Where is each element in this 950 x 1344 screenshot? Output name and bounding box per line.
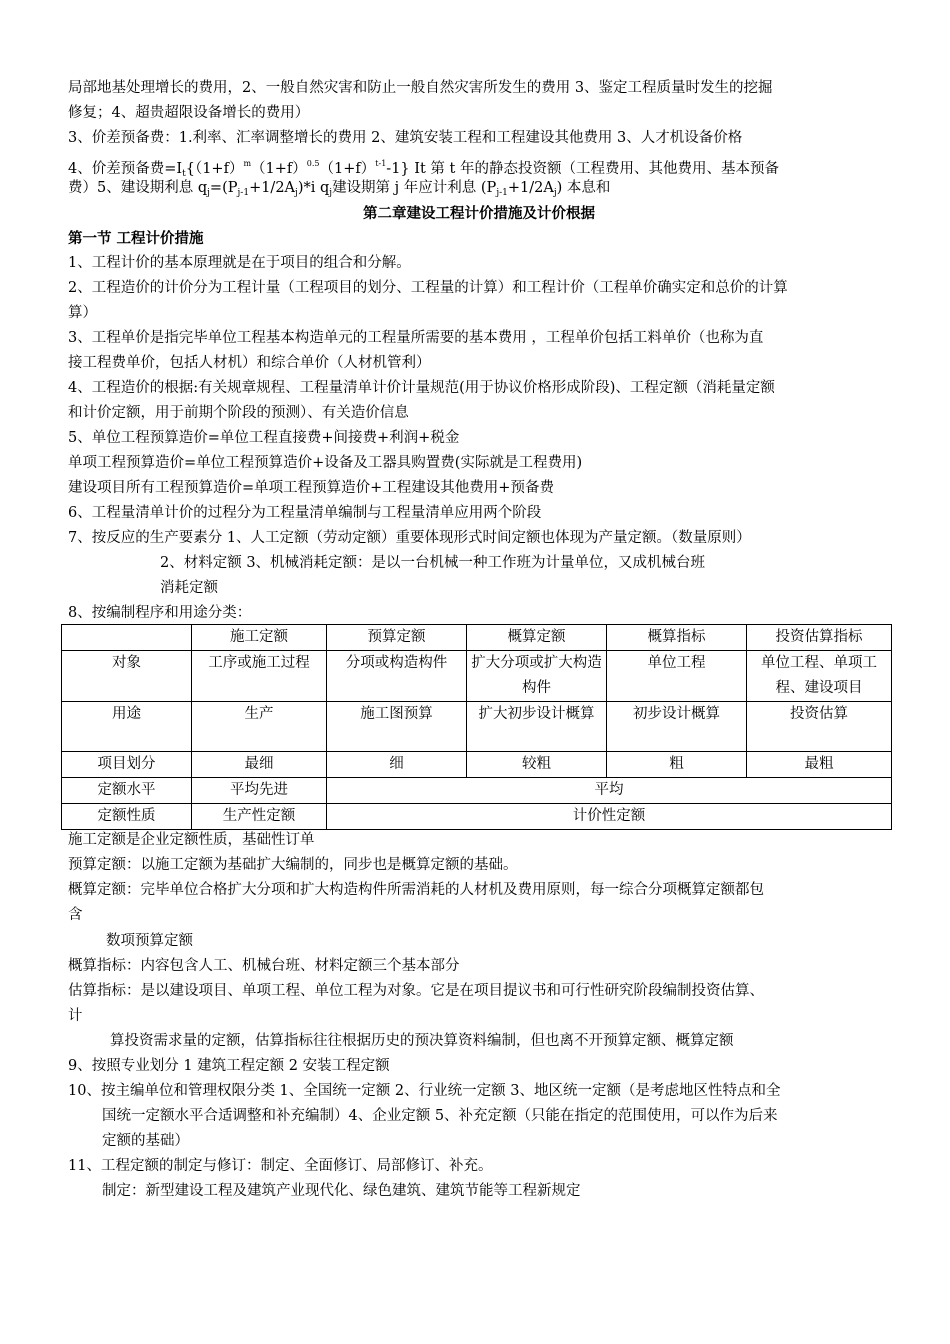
formula-text: +1/2A <box>249 180 296 196</box>
table-cell: 施工图预算 <box>327 702 467 752</box>
text-line: 3、价差预备费：1.利率、汇率调整增长的费用 2、建筑安装工程和工程建设其他费用 3、人才机设备价格 <box>68 130 743 146</box>
table-cell: 分项或构造构件 <box>327 651 467 702</box>
text-line: 单项工程预算造价=单位工程预算造价+设备及工器具购置费(实际就是工程费用) <box>68 455 583 471</box>
text-line: 3、工程单价是指完毕单位工程基本构造单元的工程量所需要的基本费用 ，工程单价包括工料单价（也称为直 <box>68 330 764 346</box>
table-cell: 粗 <box>607 752 747 778</box>
text-line: 建设项目所有工程预算造价=单项工程预算造价+工程建设其他费用+预备费 <box>68 480 554 496</box>
formula-text: 建设期第 j 年应计利息 (P <box>332 180 497 196</box>
table-row <box>62 702 892 752</box>
table-cell: 单位工程、单项工程、建设项目 <box>747 651 892 702</box>
text-line: 制定：新型建设工程及建筑产业现代化、绿色建筑、建筑节能等工程新规定 <box>102 1183 581 1199</box>
text-line: 10、按主编单位和管理权限分类 1、全国统一定额 2、行业统一定额 3、地区统一定额（是考虑地区性特点和全 <box>68 1083 781 1099</box>
table-header-cell: 概算定额 <box>467 625 607 651</box>
text-line: 算投资需求量的定额，估算指标往往根据历史的预决算资料编制，但也离不开预算定额、概算定额 <box>110 1033 734 1049</box>
table-cell: 扩大分项或扩大构造构件 <box>467 651 607 702</box>
quota-table <box>61 624 892 830</box>
table-row <box>62 651 892 702</box>
table-header-row <box>62 625 892 651</box>
formula-sub: j <box>553 188 557 198</box>
text-line: 估算指标：是以建设项目、单项工程、单位工程为对象。它是在项目提议书和可行性研究阶段编制投资估算、 <box>68 983 764 999</box>
table-cell: 项目划分 <box>62 752 192 778</box>
table-cell: 定额水平 <box>62 778 192 804</box>
formula-sub: t <box>182 169 186 179</box>
table-cell: 平均先进 <box>192 778 327 804</box>
formula-sup: t-1 <box>375 159 387 168</box>
formula-text: =(P <box>209 180 238 196</box>
table-row <box>62 804 892 830</box>
table-header-cell: 概算指标 <box>607 625 747 651</box>
text-line: 4、工程造价的根据:有关规章规程、工程量清单计价计量规范(用于协议价格形成阶段)、工程定额（消耗量定额 <box>68 380 775 396</box>
text-line: 消耗定额 <box>160 580 218 596</box>
formula-text: -1} It 第 t 年的静态投资额（工程费用、其他费用、基本预备 <box>386 161 779 177</box>
chapter-title: 第二章建设工程计价措施及计价根据 <box>363 205 595 222</box>
text-line: 和计价定额，用于前期个阶段的预测）、有关造价信息 <box>68 405 409 421</box>
text-line: 算） <box>68 305 97 321</box>
formula-text: )*i q <box>297 180 330 196</box>
text-line: 接工程费单价，包括人材机）和综合单价（人材机管利） <box>68 355 431 371</box>
text-line: 2、材料定额 3、机械消耗定额：是以一台机械一种工作班为计量单位，又成机械台班 <box>160 555 706 571</box>
text-line: 施工定额是企业定额性质，基础性订单 <box>68 832 315 848</box>
text-line: 6、工程量清单计价的过程分为工程量清单编制与工程量清单应用两个阶段 <box>68 505 542 521</box>
text-line: 5、单位工程预算造价=单位工程直接费+间接费+利润+税金 <box>68 430 460 446</box>
table-cell: 初步设计概算 <box>607 702 747 752</box>
table-cell: 用途 <box>62 702 192 752</box>
text-line: 概算指标：内容包含人工、机械台班、材料定额三个基本部分 <box>68 958 460 974</box>
text-line: 局部地基处理增长的费用，2、一般自然灾害和防止一般自然灾害所发生的费用 3、鉴定工程质量时发生的挖掘 <box>68 80 773 96</box>
table-cell: 生产 <box>192 702 327 752</box>
text-line: 概算定额：完毕单位合格扩大分项和扩大构造构件所需消耗的人材机及费用原则，每一综合分项概算定额都包 <box>68 882 764 898</box>
text-line: 定额的基础） <box>102 1133 189 1149</box>
formula-text: {（1+f） <box>185 161 244 177</box>
table-cell: 最细 <box>192 752 327 778</box>
formula-text: +1/2A <box>507 180 554 196</box>
table-cell: 投资估算 <box>747 702 892 752</box>
section-title: 第一节 工程计价措施 <box>68 230 204 247</box>
text-line: 9、按照专业划分 1 建筑工程定额 2 安装工程定额 <box>68 1058 390 1074</box>
text-line: 修复；4、超贵超限设备增长的费用） <box>68 105 310 121</box>
table-cell: 平均 <box>327 778 892 804</box>
table-cell: 单位工程 <box>607 651 747 702</box>
table-cell: 扩大初步设计概算 <box>467 702 607 752</box>
table-cell: 细 <box>327 752 467 778</box>
table-cell <box>62 625 192 651</box>
text-line: 1、工程计价的基本原理就是在于项目的组合和分解。 <box>68 255 411 271</box>
text-line: 7、按反应的生产要素分 1、人工定额（劳动定额）重要体现形式时间定额也体现为产量定额。（数量原则） <box>68 530 751 546</box>
table-cell: 定额性质 <box>62 804 192 830</box>
formula-text: 费）5、建设期利息 q <box>68 180 208 196</box>
table-cell: 生产性定额 <box>192 804 327 830</box>
formula-sub: j-1 <box>496 188 508 198</box>
table-cell: 工序或施工过程 <box>192 651 327 702</box>
table-cell: 最粗 <box>747 752 892 778</box>
table-cell: 对象 <box>62 651 192 702</box>
formula-text: （1+f） <box>319 161 376 177</box>
formula-text: （1+f） <box>251 161 307 177</box>
formula-sub: j <box>207 188 210 198</box>
table-header-cell: 投资估算指标 <box>747 625 892 651</box>
text-line: 数项预算定额 <box>106 933 193 949</box>
formula-sub: j <box>295 188 298 198</box>
formula-sup: m <box>243 159 252 168</box>
formula-sup: 0.5 <box>306 159 320 168</box>
table-header-cell: 预算定额 <box>327 625 467 651</box>
text-line: 2、工程造价的计价分为工程计量（工程项目的划分、工程量的计算）和工程计价（工程单价确实定和总价的计算 <box>68 280 788 296</box>
formula-text: ) 本息和 <box>556 180 611 196</box>
table-cell: 较粗 <box>467 752 607 778</box>
table-header-cell: 施工定额 <box>192 625 327 651</box>
table-row <box>62 752 892 778</box>
text-line: 8、按编制程序和用途分类： <box>68 605 252 621</box>
formula-sub: j-1 <box>237 188 250 198</box>
text-line: 含 <box>68 907 83 923</box>
table-row <box>62 778 892 804</box>
text-line: 预算定额：以施工定额为基础扩大编制的，同步也是概算定额的基础。 <box>68 857 518 873</box>
table-cell: 计价性定额 <box>327 804 892 830</box>
formula-sub: j <box>329 188 333 198</box>
text-line: 11、工程定额的制定与修订：制定、全面修订、局部修订、补充。 <box>68 1158 493 1174</box>
text-line: 计 <box>68 1008 83 1024</box>
formula-text: 4、价差预备费=I <box>68 161 183 177</box>
text-line: 国统一定额水平合适调整和补充编制）4、企业定额 5、补充定额（只能在指定的范围使用，可以作为后来 <box>102 1108 778 1124</box>
